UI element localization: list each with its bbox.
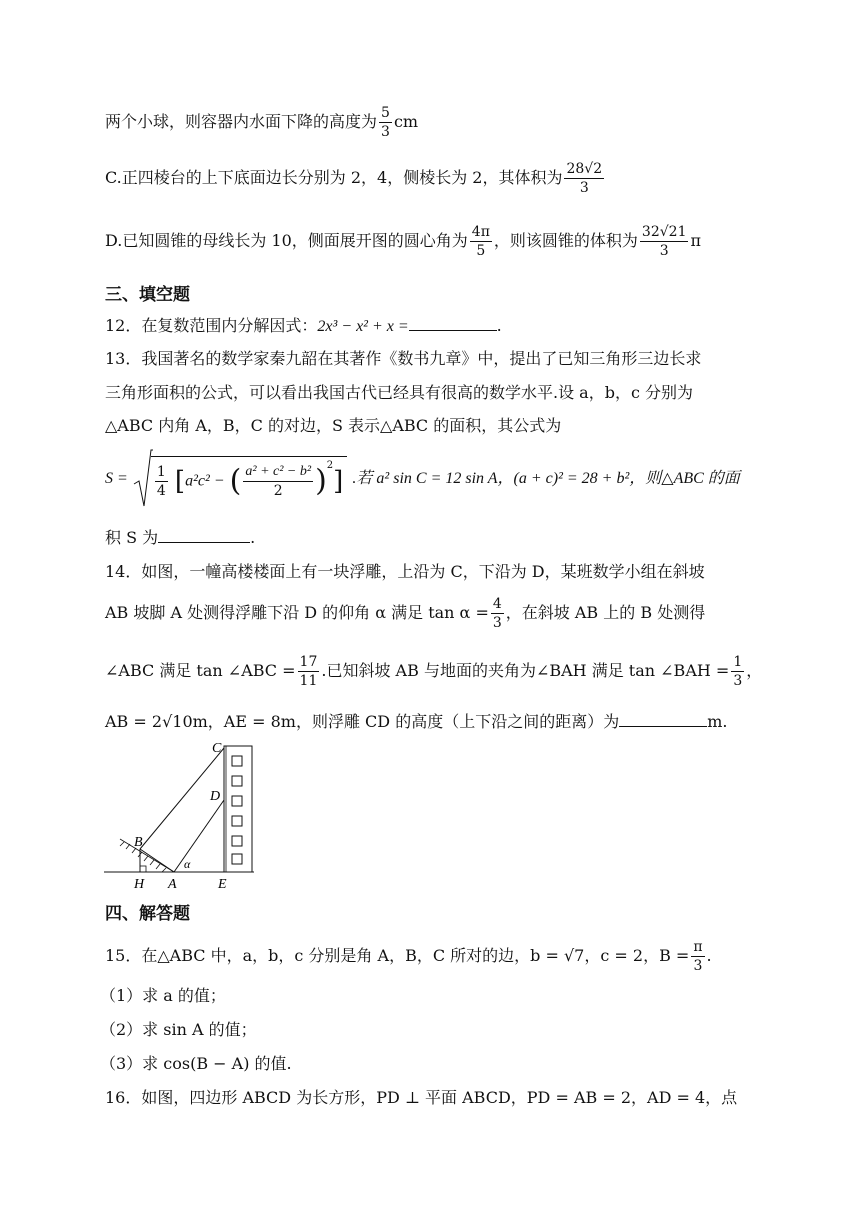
question-15-part-2: （2）求 sin A 的值； [100,1020,257,1039]
radical-sign [133,448,153,510]
slope-building-figure [104,738,264,888]
question-13-line-1: 13．我国著名的数学家秦九韶在其著作《数书九章》中，提出了已知三角形三边长求 [105,349,702,368]
label-A: A [168,877,177,888]
question-13-line-2: 三角形面积的公式，可以看出我国古代已经具有很高的数学水平.设 a，b，c 分别为 [105,383,694,402]
question-15-part-3: （3）求 cos(B − A) 的值. [100,1054,292,1073]
question-15: 15．在△ABC 中，a，b，c 分别是角 A，B，C 所对的边，b = √7，c = 2，B = $\frac{\pi}{3}$ . [105,939,712,974]
answer-blank[interactable] [619,712,707,727]
label-H: H [134,877,145,888]
question-14-line-1: 14．如图，一幢高楼楼面上有一块浮雕，上沿为 C，下沿为 D，某班数学小组在斜坡 [105,562,705,581]
answer-blank[interactable] [158,528,250,543]
fraction: $\frac{5}{3}$ [381,105,390,140]
fraction: $\frac{32√21}{3}$ [641,224,687,259]
question-13-line-5: 积 S 为 . [105,528,256,547]
option-b-continuation: 两个小球，则容器内水面下降的高度为 $\frac{5}{3}$ cm [105,105,419,140]
question-12: 12．在复数范围内分解因式：2x³ − x² + x = . [105,316,502,335]
question-13-formula: S = $\frac{1}{4}$ [a²c² − ( $\frac{\text{a² + c² − b²}}{2}$ )$^2$] .若 a² sin C = 12 sin A，(a + c)² = 28 + b²，则△ABC 的面 [105,448,740,508]
question-14-line-2: AB 坡脚 A 处测得浮雕下沿 D 的仰角 α 满足 tan α = $\frac{4}{3}$ ，在斜坡 AB 上的 B 处测得 [105,596,706,631]
option-c: C.正四棱台的上下底面边长分别为 2，4，侧棱长为 2，其体积为 $\frac{28√2}{3}$ [105,161,603,196]
label-alpha: α [184,857,191,871]
question-14-line-3: ∠ABC 满足 tan ∠ABC = $\frac{17}{11}$ .已知斜坡 AB 与地面的夹角为∠BAH 满足 tan ∠BAH = $\frac{1}{3}$ ， [105,654,763,689]
answer-blank[interactable] [409,316,497,331]
fraction: $\frac{28√2}{3}$ [566,161,603,196]
label-B: B [134,835,143,850]
question-16: 16．如图，四边形 ABCD 为长方形，PD ⊥ 平面 ABCD，PD = AB = 2，AD = 4，点 [105,1088,738,1107]
label-C: C [212,741,222,756]
sqrt-expression: $\frac{1}{4}$ [a²c² − ( $\frac{\text{a² + c² − b²}}{2}$ )$^2$] [133,448,347,510]
fraction: $\frac{4\pi}{5}$ [471,224,490,259]
text: 两个小球，则容器内水面下降的高度为 [105,112,378,131]
label-D: D [210,789,221,804]
question-13-line-3: △ABC 内角 A，B，C 的对边，S 表示△ABC 的面积，其公式为 [105,416,562,435]
question-14-line-4: AB = 2√10m，AE = 8m，则浮雕 CD 的高度（上下沿之间的距离）为 m. [105,712,728,731]
section-heading-3: 三、填空题 [105,285,190,305]
section-heading-4: 四、解答题 [105,904,190,924]
label-E: E [218,877,227,888]
question-15-part-1: （1）求 a 的值； [100,986,226,1005]
option-d: D.已知圆锥的母线长为 10，侧面展开图的圆心角为 $\frac{4\pi}{5}$ ，则该圆锥的体积为 $\frac{32√21}{3}$ π [105,224,701,259]
